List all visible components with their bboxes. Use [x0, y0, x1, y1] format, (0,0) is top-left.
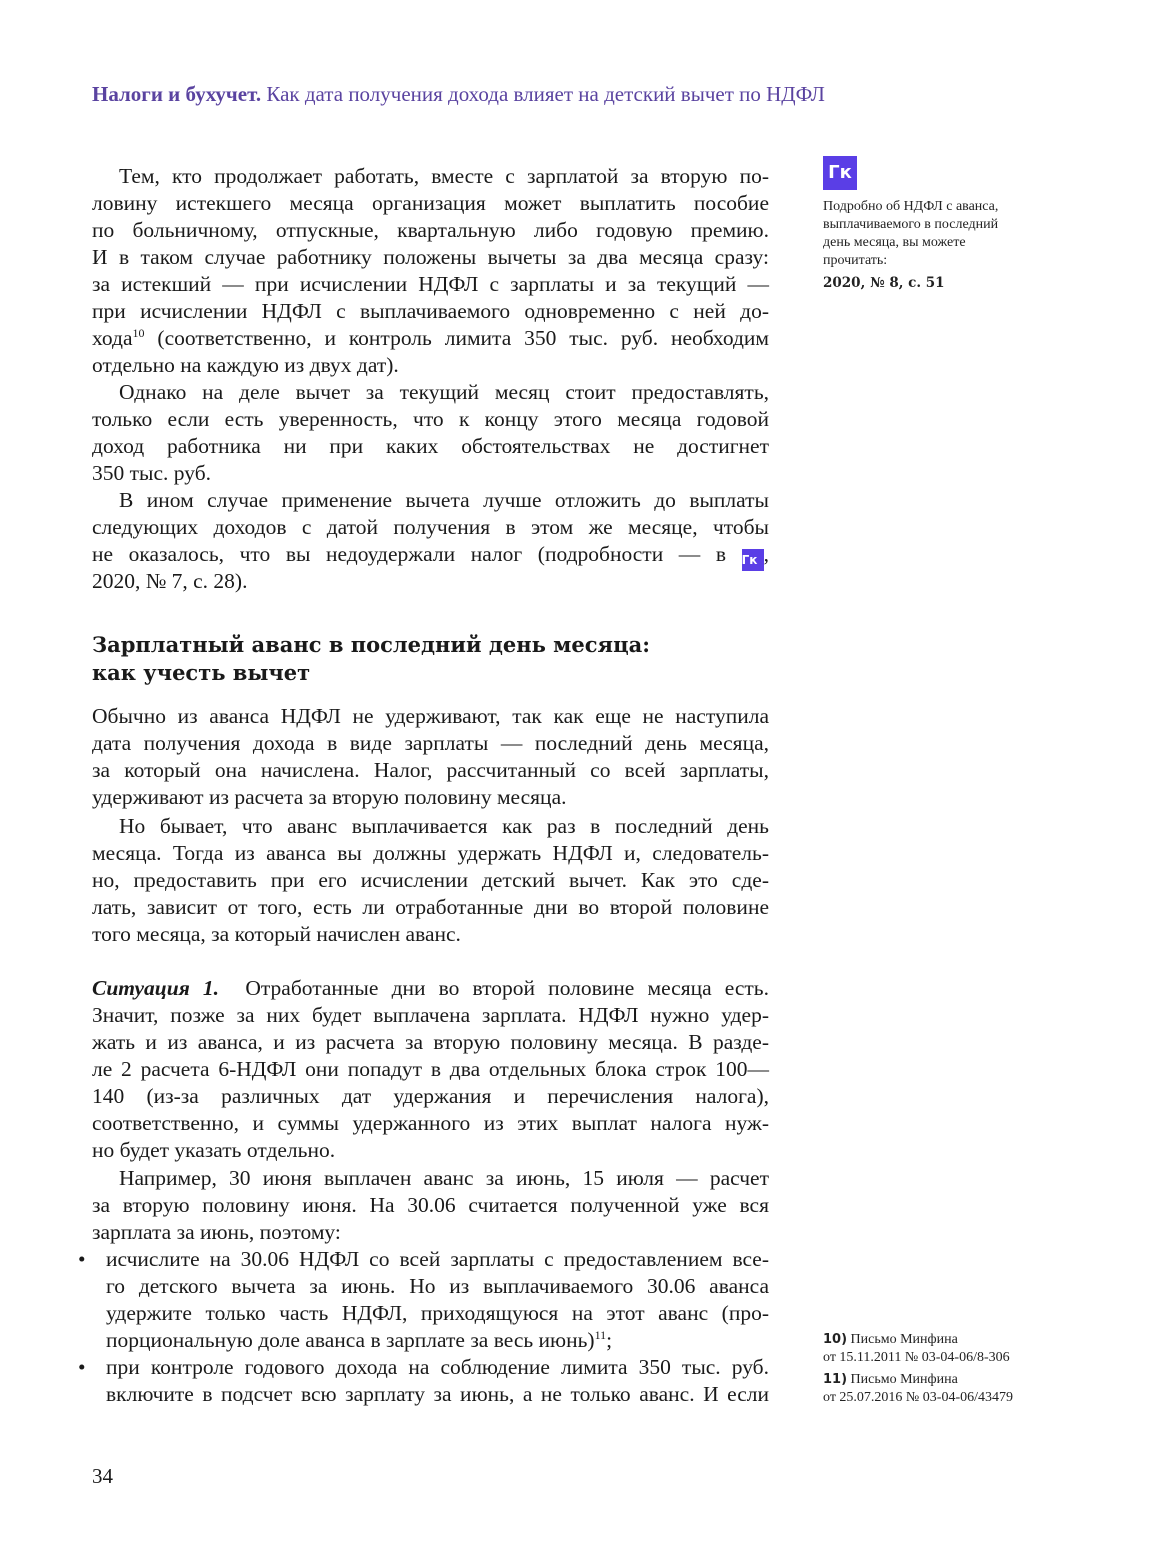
paragraph: [92, 163, 769, 379]
running-header: [92, 82, 825, 107]
text-segment[interactable]: удерживают из расчета за вторую половину месяца.: [92, 785, 567, 809]
sidebar-note: [823, 156, 1043, 292]
text-line: [92, 460, 769, 487]
footnote-title: Письмо Минфина: [850, 1372, 958, 1387]
note-line: день месяца, вы можете: [823, 235, 966, 250]
text-line: [92, 813, 769, 840]
text-segment[interactable]: Например, 30 июня выплачен аванс за июнь, 15 июля — расчет: [119, 1166, 769, 1190]
text-line: [92, 1002, 769, 1029]
text-segment[interactable]: при исчислении НДФЛ с выплачиваемого одновременно с ней до-: [92, 299, 769, 323]
note-line: Подробно об НДФЛ с аванса,: [823, 199, 999, 214]
bullet-item: [78, 1354, 769, 1408]
text-segment[interactable]: ,: [763, 542, 769, 566]
text-segment[interactable]: И в таком случае работнику положены вычеты за два месяца сразу:: [92, 245, 769, 269]
text-segment[interactable]: соответственно, и суммы удержанного из этих выплат налога нуж-: [92, 1111, 769, 1135]
text-line: [92, 514, 769, 541]
text-line: [92, 406, 769, 433]
section-heading: [92, 631, 769, 687]
text-line: [92, 921, 769, 948]
text-segment[interactable]: В ином случае применение вычета лучше отложить до выплаты: [119, 488, 769, 512]
text-segment[interactable]: лать, зависит от того, есть ли отработанные дни во второй половине: [92, 895, 769, 919]
paragraph: [92, 487, 769, 595]
note-line: выплачиваемого в последний: [823, 217, 999, 232]
text-segment[interactable]: порциональную доле аванса в зарплате за весь июнь): [106, 1328, 595, 1352]
footnote-marker[interactable]: 11: [594, 1328, 607, 1342]
text-segment[interactable]: по больничному, отпускные, квартальную либо годовую премию.: [92, 218, 769, 242]
text-segment[interactable]: доход работника ни при каких обстоятельствах не достигнет: [92, 434, 769, 458]
text-line: [92, 352, 769, 379]
text-segment[interactable]: за истекший — при исчислении НДФЛ с зарплаты и за текущий —: [92, 272, 769, 296]
footnote: [823, 1331, 1010, 1367]
text-line: [92, 1056, 769, 1083]
text-segment[interactable]: ;: [606, 1328, 613, 1352]
magazine-logo-icon: Гк: [742, 549, 764, 571]
text-segment[interactable]: го детского вычета за июнь. Но из выплачиваемого 30.06 аванса: [106, 1274, 769, 1298]
text-segment[interactable]: Однако на деле вычет за текущий месяц стоит предоставлять,: [119, 380, 769, 404]
paragraph: [92, 379, 769, 487]
text-line: [92, 1165, 769, 1192]
text-segment[interactable]: не оказалось, что вы недоудержали налог (подробности — в: [92, 542, 742, 566]
text-segment[interactable]: но будет указать отдельно.: [92, 1138, 336, 1162]
heading-line: как учесть вычет: [92, 660, 311, 685]
text-line: [92, 271, 769, 298]
text-line: [92, 975, 769, 1002]
text-line: [92, 1192, 769, 1219]
text-line: [92, 325, 769, 352]
text-segment[interactable]: ловину истекшего месяца организация может выплатить пособие: [92, 191, 769, 215]
text-segment[interactable]: дата получения дохода в виде зарплаты — последний день месяца,: [92, 731, 769, 755]
text-segment[interactable]: месяца. Тогда из аванса вы должны удержать НДФЛ и, следователь-: [92, 841, 769, 865]
footnote-title: Письмо Минфина: [850, 1332, 958, 1347]
text-segment[interactable]: хода: [92, 326, 133, 350]
text-line: [92, 1029, 769, 1056]
text-segment[interactable]: следующих доходов с датой получения в этом же месяце, чтобы: [92, 515, 769, 539]
text-segment[interactable]: зарплата за июнь, поэтому:: [92, 1220, 341, 1244]
text-line: [92, 1110, 769, 1137]
text-segment[interactable]: при контроле годового дохода на соблюдение лимита 350 тыс. руб.: [106, 1355, 769, 1379]
text-segment[interactable]: ле 2 расчета 6-НДФЛ они попадут в два отдельных блока строк 100—: [92, 1057, 769, 1081]
footnote-number: 10): [823, 1332, 848, 1347]
text-line: [78, 1354, 769, 1381]
text-line: [92, 568, 769, 595]
text-line: [92, 757, 769, 784]
text-segment[interactable]: только если есть уверенность, что к концу этого месяца годовой: [92, 407, 769, 431]
section-name: Налоги и бухучет.: [92, 82, 262, 106]
text-line: [92, 1381, 769, 1408]
text-line: [92, 433, 769, 460]
text-line: [92, 244, 769, 271]
text-line: [92, 1137, 769, 1164]
text-line: [92, 1300, 769, 1327]
bullet-icon: •: [78, 1247, 86, 1271]
footnote-marker[interactable]: 10: [132, 326, 145, 340]
note-reference[interactable]: 2020, № 8, с. 51: [823, 275, 945, 291]
text-line: [92, 1083, 769, 1110]
text-segment[interactable]: отдельно на каждую из двух дат).: [92, 353, 399, 377]
paragraph: [92, 1165, 769, 1246]
text-segment[interactable]: Но бывает, что аванс выплачивается как раз в последний день: [119, 814, 769, 838]
text-line: [92, 784, 769, 811]
text-line: [78, 1246, 769, 1273]
text-segment[interactable]: за который она начислена. Налог, рассчитанный со всей зарплаты,: [92, 758, 769, 782]
magazine-logo-icon: Гк: [823, 156, 857, 190]
bullet-item: [78, 1246, 769, 1354]
text-line: [92, 163, 769, 190]
footnote-number: 11): [823, 1372, 848, 1387]
text-segment[interactable]: но, предоставить при его исчислении детский вычет. Как это сде-: [92, 868, 769, 892]
text-line: [92, 840, 769, 867]
text-line: [92, 894, 769, 921]
heading-line: Зарплатный аванс в последний день месяца:: [92, 632, 650, 657]
situation-label: Ситуация 1.: [92, 976, 220, 1000]
bullet-icon: •: [78, 1355, 86, 1379]
text-line: [92, 1327, 769, 1354]
text-segment[interactable]: 140 (из-за различных дат удержания и перечисления налога),: [92, 1084, 769, 1108]
text-segment[interactable]: удержите только часть НДФЛ, приходящуюся на этот аванс (про-: [106, 1301, 769, 1325]
text-segment[interactable]: (соответственно, и контроль лимита 350 тыс. руб. необходим: [144, 326, 769, 350]
footnote: [823, 1371, 1013, 1407]
text-line: [92, 190, 769, 217]
text-segment[interactable]: того месяца, за который начислен аванс.: [92, 922, 461, 946]
article-title: Как дата получения дохода влияет на детский вычет по НДФЛ: [266, 82, 825, 106]
footnote-ref: от 25.07.2016 № 03-04-06/43479: [823, 1390, 1014, 1405]
text-line: [92, 1219, 769, 1246]
text-line: [92, 217, 769, 244]
note-line: прочитать:: [823, 253, 888, 268]
text-line: [92, 541, 769, 568]
text-line: [92, 298, 769, 325]
text-line: [92, 487, 769, 514]
paragraph: [92, 975, 769, 1164]
text-segment[interactable]: 2020, № 7, с. 28).: [92, 569, 248, 593]
text-line: [92, 703, 769, 730]
text-line: [92, 1273, 769, 1300]
text-segment[interactable]: исчислите на 30.06 НДФЛ со всей зарплаты с предоставлением все-: [106, 1247, 769, 1271]
page-number: 34: [92, 1464, 113, 1488]
footnote-ref: от 15.11.2011 № 03-04-06/8-306: [823, 1350, 1010, 1365]
paragraph: [92, 703, 769, 811]
text-segment[interactable]: Значит, позже за них будет выплачена зарплата. НДФЛ нужно удер-: [92, 1003, 769, 1027]
paragraph: [92, 813, 769, 948]
text-segment[interactable]: включите в подсчет всю зарплату за июнь, а не только аванс. И если: [106, 1382, 769, 1406]
text-segment[interactable]: Тем, кто продолжает работать, вместе с зарплатой за вторую по-: [119, 164, 769, 188]
text-segment[interactable]: Отработанные дни во второй половине месяца есть.: [219, 976, 769, 1000]
text-segment[interactable]: за вторую половину июня. На 30.06 считается полученной уже вся: [92, 1193, 769, 1217]
text-segment[interactable]: Обычно из аванса НДФЛ не удерживают, так как еще не наступила: [92, 704, 769, 728]
text-segment[interactable]: 350 тыс. руб.: [92, 461, 212, 485]
text-line: [92, 730, 769, 757]
text-line: [92, 379, 769, 406]
text-segment[interactable]: жать и из аванса, и из расчета за вторую половину месяца. В разде-: [92, 1030, 769, 1054]
text-line: [92, 867, 769, 894]
